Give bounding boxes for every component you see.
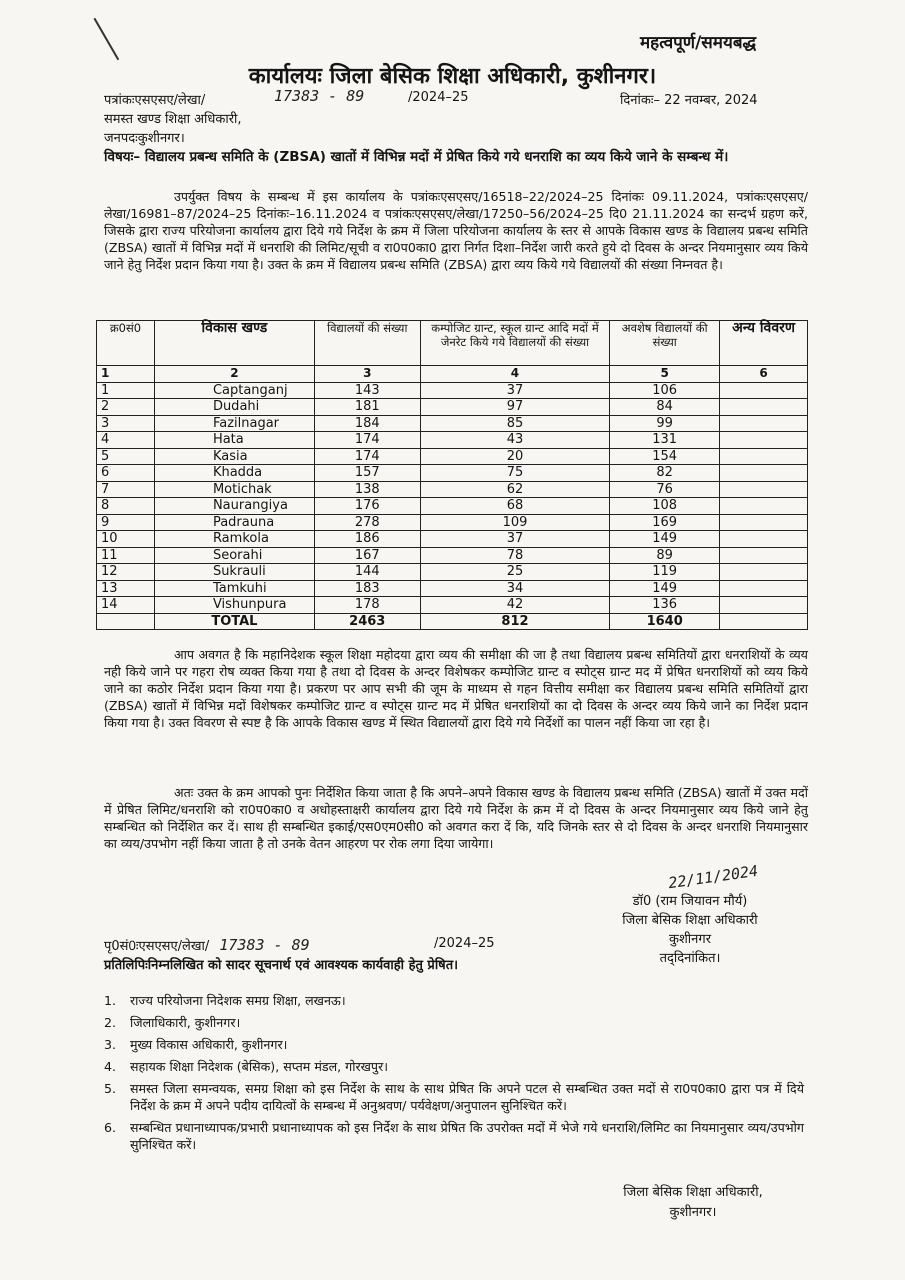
generated-cell: 37 [420, 382, 610, 399]
copy-ref-prefix: पृ0सं0ःएसएसए/लेखा/ [104, 939, 210, 954]
block-cell: Naurangiya [154, 498, 314, 515]
list-item-text: सम्बन्धित प्रधानाध्यापक/प्रभारी प्रधानाध्यापक को इस निर्देश के साथ प्रेषित कि उपरोक्त मदों में भेजे गये धनराशि/लिमिट का नियमानुसार व्यय/उपभोग सुनिश्चित करें। [130, 1120, 804, 1152]
intro-paragraph-text: उपर्युक्त विषय के सम्बन्ध में इस कार्यालय के पत्रांकःएसएसए/16518–22/2024–25 दिनांकः 09.11.2024, पत्रांकःएसएसए/लेखा/16981–87/2024–25 दिनांकः–16.11.2024 व पत्रांकःएसएसए/लेखा/17250–56/2024–25 दि0 21.11.2024 का सन्दर्भ ग्रहण करें, जिसके द्वारा राज्य परियोजना कार्यालय द्वारा दिये गये निर्देश के क्रम में जिला परियोजना कार्यालय के स्तर से आपके विकास खण्ड के विद्यालय प्रबन्ध समिति (ZBSA) खातों में विभिन्न मदों में धनराशि की लिमिट/सूची व रा0प0का0 द्वारा निर्गत दिशा–निर्देश जारी करते हुये दो दिवस के अन्दर नियमानुसार व्यय किये जाने हेतु निर्देश प्रदान किया गया है। उक्त के क्रम में विद्यालय प्रबन्ध समिति (ZBSA) द्वारा व्यय किये गये विद्यालयों की संख्या निम्नवत है। [104, 189, 808, 272]
generated-cell: 97 [420, 399, 610, 416]
schools-cell: 278 [314, 514, 420, 531]
other-cell [720, 498, 808, 515]
remaining-cell: 89 [610, 547, 720, 564]
ref-year: /2024–25 [408, 90, 469, 105]
sn-cell: 3 [97, 415, 155, 432]
total-schools: 2463 [314, 613, 420, 630]
block-cell: Captanganj [154, 382, 314, 399]
total-remaining: 1640 [610, 613, 720, 630]
other-cell [720, 580, 808, 597]
block-cell: Fazilnagar [154, 415, 314, 432]
schools-cell: 167 [314, 547, 420, 564]
pen-mark [93, 8, 136, 61]
schools-cell: 143 [314, 382, 420, 399]
table-row [97, 415, 808, 432]
block-cell: Vishunpura [154, 597, 314, 614]
remaining-cell: 149 [610, 531, 720, 548]
final-designation: जिला बेसिक शिक्षा अधिकारी, [623, 1185, 763, 1200]
reference-row [104, 87, 794, 108]
index-cell: 3 [314, 366, 420, 383]
list-item [104, 1119, 804, 1153]
list-item-text: जिलाधिकारी, कुशीनगर। [130, 1015, 241, 1030]
other-cell [720, 597, 808, 614]
total-label: TOTAL [154, 613, 314, 630]
index-cell: 1 [97, 366, 155, 383]
sn-cell: 11 [97, 547, 155, 564]
remaining-cell: 169 [610, 514, 720, 531]
block-cell: Seorahi [154, 547, 314, 564]
list-item-text: सहायक शिक्षा निदेशक (बेसिक), सप्तम मंडल, गोरखपुर। [130, 1059, 389, 1074]
block-cell: Motichak [154, 481, 314, 498]
index-cell: 6 [720, 366, 808, 383]
index-cell: 2 [154, 366, 314, 383]
schools-cell: 138 [314, 481, 420, 498]
remaining-cell: 99 [610, 415, 720, 432]
other-cell [720, 415, 808, 432]
other-cell [720, 547, 808, 564]
sn-cell: 9 [97, 514, 155, 531]
table-index-row [97, 366, 808, 383]
schools-cell: 183 [314, 580, 420, 597]
block-cell: Sukrauli [154, 564, 314, 581]
sn-cell: 13 [97, 580, 155, 597]
signatory-name: डॉ0 (राम जियावन मौर्य) [632, 894, 748, 909]
table-row [97, 481, 808, 498]
other-cell [720, 399, 808, 416]
list-item-number: 5. [104, 1081, 117, 1096]
letter-date: दिनांकः– 22 नवम्बर, 2024 [620, 93, 758, 108]
other-cell [720, 481, 808, 498]
office-title: कार्यालयः जिला बेसिक शिक्षा अधिकारी, कुशीनगर। [248, 64, 657, 89]
header-other: अन्य विवरण [720, 321, 808, 366]
sn-cell: 12 [97, 564, 155, 581]
block-cell: Padrauna [154, 514, 314, 531]
list-item-number: 6. [104, 1120, 117, 1135]
header-block: विकास खण्ड [154, 321, 314, 366]
table-row [97, 382, 808, 399]
paragraph-2 [104, 646, 808, 731]
table-row [97, 399, 808, 416]
generated-cell: 75 [420, 465, 610, 482]
other-cell [720, 564, 808, 581]
block-cell: Dudahi [154, 399, 314, 416]
sn-cell: 7 [97, 481, 155, 498]
other-cell [720, 531, 808, 548]
list-item [104, 992, 804, 1009]
total-generated: 812 [420, 613, 610, 630]
paragraph-3 [104, 784, 808, 852]
block-cell: Kasia [154, 448, 314, 465]
remaining-cell: 136 [610, 597, 720, 614]
remaining-cell: 76 [610, 481, 720, 498]
final-signature [588, 1183, 798, 1223]
signatory-designation: जिला बेसिक शिक्षा अधिकारी [622, 913, 758, 928]
table-total-row [97, 613, 808, 630]
schools-cell: 176 [314, 498, 420, 515]
block-cell: Tamkuhi [154, 580, 314, 597]
table-row [97, 432, 808, 449]
schools-cell: 181 [314, 399, 420, 416]
sn-cell: 5 [97, 448, 155, 465]
ref-handwritten-number: 17383 - 89 [274, 87, 365, 105]
copy-ref-year: /2024–25 [434, 936, 495, 951]
generated-cell: 85 [420, 415, 610, 432]
generated-cell: 37 [420, 531, 610, 548]
signatory-place: कुशीनगर [668, 932, 712, 947]
signatory-dated: तद्‌दिनांकित। [659, 951, 721, 966]
table-row [97, 597, 808, 614]
paragraph-3-text: अतः उक्त के क्रम आपको पुनः निर्देशित किया जाता है कि अपने–अपने विकास खण्ड के विद्यालय प्रबन्ध समिति (ZBSA) खातों में उक्त मदों में प्रेषित लिमिट/धनराशि को रा0प0का0 व अधोहस्ताक्षरी कार्यालय द्वारा दिये गये निर्देश के क्रम में दो दिवस के अन्दर नियमानुसार व्यय किये जाने हेतु सम्बन्धित को निर्देशित कर दें। साथ ही सम्बन्धित इकाई/एस0एम0सी0 को अवगत करा दें कि, यदि जिनके स्तर से दो दिवस के अन्दर धनराशि नियमानुसार का व्यय/उपभोग नहीं किया जाता है तो उनके वेतन आहरण पर रोक लगा दिया जायेगा। [104, 785, 808, 851]
remaining-cell: 106 [610, 382, 720, 399]
copy-intro: प्रतिलिपिःनिम्नलिखित को सादर सूचनार्थ एवं आवश्यक कार्यवाही हेतु प्रेषित। [104, 958, 459, 973]
generated-cell: 62 [420, 481, 610, 498]
header-sn: क्र0सं0 [97, 321, 155, 366]
intro-paragraph [104, 188, 808, 273]
sn-cell: 6 [97, 465, 155, 482]
subject-line: विषयः– विद्यालय प्रबन्ध समिति के (ZBSA) खातों में विभिन्न मदों में प्रेषित किये गये धनराशि का व्यय किये जाने के सम्बन्ध में। [104, 149, 729, 165]
list-item-number: 3. [104, 1037, 117, 1052]
other-cell [720, 382, 808, 399]
total-sn-cell [97, 613, 155, 630]
list-item [104, 1080, 804, 1114]
table-header-row [97, 321, 808, 366]
header-schools: विद्यालयों की संख्या [314, 321, 420, 366]
handwritten-signature: 22/11/2024 [667, 861, 760, 893]
table-row [97, 547, 808, 564]
sn-cell: 4 [97, 432, 155, 449]
generated-cell: 25 [420, 564, 610, 581]
index-cell: 4 [420, 366, 610, 383]
addressee-line2: जनपदःकुशीनगर। [104, 131, 185, 146]
schools-cell: 144 [314, 564, 420, 581]
other-cell [720, 514, 808, 531]
generated-cell: 43 [420, 432, 610, 449]
schools-cell: 157 [314, 465, 420, 482]
generated-cell: 68 [420, 498, 610, 515]
list-item-text: समस्त जिला समन्वयक, समग्र शिक्षा को इस निर्देश के साथ के साथ प्रेषित कि अपने पटल से सम्बन्धित उक्त मदों से रा0प0का0 द्वारा पत्र में दिये निर्देश के क्रम में अपने पदीय दायित्वों के सम्बन्ध में अनुश्रवण/ पर्यवेक्षण/अनुपालन सुनिश्चित करें। [130, 1081, 804, 1113]
list-item-text: मुख्य विकास अधिकारी, कुशीनगर। [130, 1037, 288, 1052]
list-item-number: 2. [104, 1015, 117, 1030]
generated-cell: 42 [420, 597, 610, 614]
list-item [104, 1058, 804, 1075]
generated-cell: 78 [420, 547, 610, 564]
block-cell: Ramkola [154, 531, 314, 548]
sn-cell: 1 [97, 382, 155, 399]
remaining-cell: 149 [610, 580, 720, 597]
final-place: कुशीनगर। [669, 1205, 717, 1220]
remaining-cell: 154 [610, 448, 720, 465]
list-item [104, 1014, 804, 1031]
schools-cell: 184 [314, 415, 420, 432]
sn-cell: 2 [97, 399, 155, 416]
list-item-text: राज्य परियोजना निदेशक समग्र शिक्षा, लखनऊ। [130, 993, 346, 1008]
table-row [97, 580, 808, 597]
table-row [97, 564, 808, 581]
sn-cell: 14 [97, 597, 155, 614]
schools-table [96, 320, 808, 630]
schools-cell: 174 [314, 448, 420, 465]
sn-cell: 10 [97, 531, 155, 548]
schools-cell: 178 [314, 597, 420, 614]
remaining-cell: 131 [610, 432, 720, 449]
copy-list [104, 992, 804, 1158]
generated-cell: 109 [420, 514, 610, 531]
table-row [97, 465, 808, 482]
addressee-line1: समस्त खण्ड शिक्षा अधिकारी, [104, 112, 242, 127]
table-row [97, 448, 808, 465]
other-cell [720, 432, 808, 449]
ref-prefix: पत्रांकःएसएसए/लेखा/ [104, 93, 206, 108]
list-item [104, 1036, 804, 1053]
index-cell: 5 [610, 366, 720, 383]
sn-cell: 8 [97, 498, 155, 515]
copy-ref-handwritten-number: 17383 - 89 [219, 936, 310, 954]
block-cell: Hata [154, 432, 314, 449]
priority-label: महत्वपूर्ण/समयबद्ध [640, 33, 757, 53]
other-cell [720, 448, 808, 465]
schools-cell: 186 [314, 531, 420, 548]
generated-cell: 34 [420, 580, 610, 597]
paragraph-2-text: आप अवगत है कि महानिदेशक स्कूल शिक्षा महोदया द्वारा व्यय की समीक्षा की जा है तथा विद्यालय प्रबन्ध समितियों द्वारा धनराशियों के व्यय नही किये जाने पर गहरा रोष व्यक्त किया गया है तथा दो दिवस के अन्दर विशेषकर कम्पोजिट ग्रान्ट व स्पोट्स ग्रान्ट मद में प्रेषित धनराशियों को व्यय किये जाने का कठोर निर्देश प्रदान किया गया है। प्रकरण पर आप सभी की जूम के माध्यम से गहन वित्तीय समीक्षा कर विद्यालय प्रबन्ध समिति समितियों द्वारा (ZBSA) खातों में विभिन्न मदों विशेषकर कम्पोजिट ग्रान्ट व स्पोट्स ग्रान्ट मद में प्रेषित धनराशियों का दो दिवस के अन्दर व्यय किये जाने का निर्देश प्रदान किया गया है। उक्त विवरण से स्पष्ट है कि आपके विकास खण्ड में स्थित विद्यालयों द्वारा दिये गये निर्देशों का पालन नहीं किया जा रहा है। [104, 647, 808, 730]
generated-cell: 20 [420, 448, 610, 465]
table-row [97, 498, 808, 515]
header-remaining: अवशेष विद्यालयों की संख्या [610, 321, 720, 366]
schools-cell: 174 [314, 432, 420, 449]
total-other-cell [720, 613, 808, 630]
block-cell: Khadda [154, 465, 314, 482]
remaining-cell: 108 [610, 498, 720, 515]
header-generated: कम्पोजिट ग्रान्ट, स्कूल ग्रान्ट आदि मदों में जेनरेट किये गये विद्यालयों की संख्या [420, 321, 610, 366]
table-row [97, 514, 808, 531]
remaining-cell: 119 [610, 564, 720, 581]
list-item-number: 4. [104, 1059, 117, 1074]
remaining-cell: 84 [610, 399, 720, 416]
copy-reference-row [104, 936, 524, 954]
other-cell [720, 465, 808, 482]
remaining-cell: 82 [610, 465, 720, 482]
table-row [97, 531, 808, 548]
list-item-number: 1. [104, 993, 117, 1008]
